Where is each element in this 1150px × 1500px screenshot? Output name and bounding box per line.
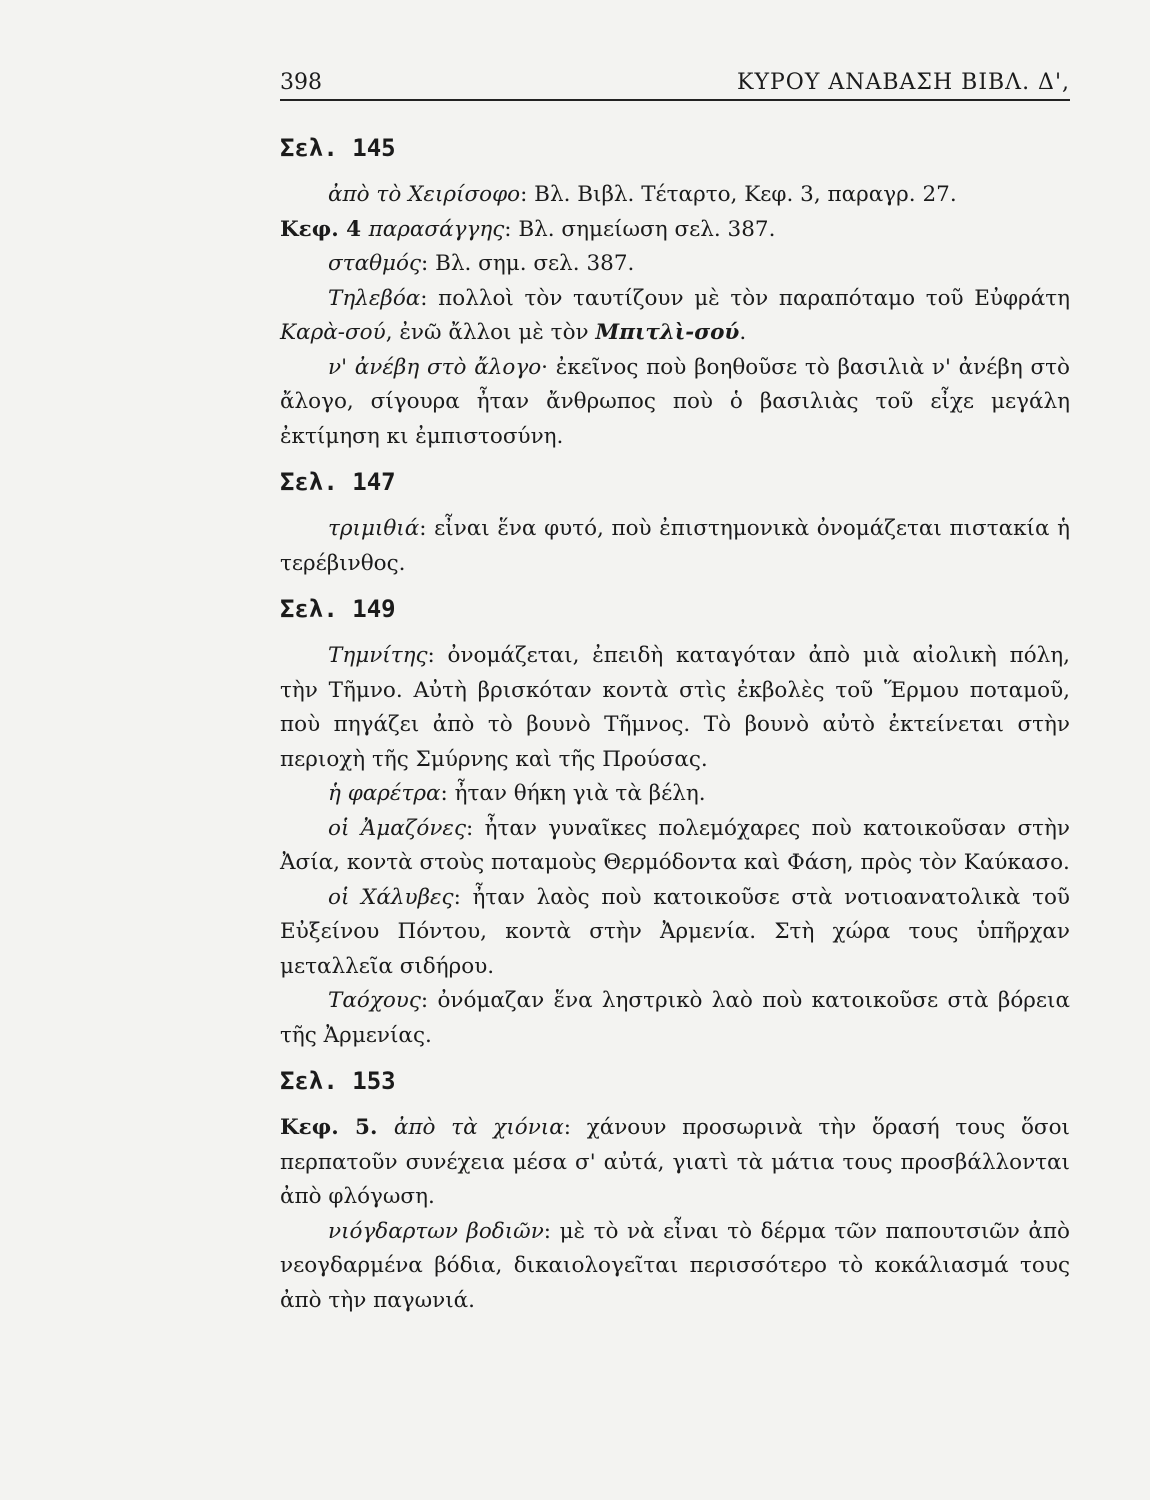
note-text: : χάνουν προσωρινὰ τὴν ὅρασή τους ὅσοι περπατοῦν συνέχεια μέσα σ' αὐτά, γιατὶ τὰ μάτια τους προσβάλλονται ἀπὸ φλόγωση.: [280, 1115, 1070, 1209]
place-name: Καρὰ-σού: [280, 320, 386, 345]
note-text: : ἦταν γυναῖκες πολεμόχαρες ποὺ κατοικοῦσαν στὴν Ἀσία, κοντὰ στοὺς ποταμοὺς Θερμόδοντα καὶ Φάση, πρὸς τὸν Καύκασο.: [280, 815, 1070, 875]
note-term: Τημνίτης: [328, 643, 428, 668]
note-term: ἀπὸ τὸ Χειρίσοφο: [328, 182, 521, 207]
note-text: : Βλ. Βιβλ. Τέταρτο, Κεφ. 3, παραγρ. 27.: [520, 182, 957, 207]
note-text: , ἐνῶ ἄλλοι μὲ τὸν: [385, 320, 596, 345]
note-text: : μὲ τὸ νὰ εἶναι τὸ δέρμα τῶν παπουτσιῶν ἀπὸ νεογδαρμένα βόδια, δικαιολογεῖται περισσότερο τὸ κοκάλιασμά τους ἀπὸ τὴν παγωνιά.: [280, 1218, 1070, 1313]
note-text: : ἦταν θήκη γιὰ τὰ βέλη.: [440, 781, 706, 806]
note-entry: [280, 512, 1070, 581]
note-entry: [280, 282, 1070, 351]
section-heading-147: Σελ. 147: [280, 468, 396, 496]
note-term: οἱ Ἀμαζόνες: [328, 815, 466, 841]
note-text: : ὀνομάζεται, ἐπειδὴ καταγόταν ἀπὸ μιὰ αἰολικὴ πόλη, τὴν Τῆμνο. Αὐτὴ βρισκόταν κοντὰ στὶς ἐκβολὲς τοῦ Ἕρμου ποταμοῦ, ποὺ πηγάζει ἀπὸ τὸ βουνὸ Τῆμνος. Τὸ βουνὸ αὐτὸ ἐκτείνεται στὴν περιοχὴ τῆς Σμύρνης καὶ τῆς Προύσας.: [280, 643, 1070, 772]
place-name: Μπιτλὶ-σού: [595, 320, 740, 345]
note-term: νιόγδαρτων βοδιῶν: [328, 1218, 544, 1244]
note-entry: [280, 777, 1070, 812]
note-entry: [280, 1111, 1070, 1215]
note-entry: [280, 639, 1070, 777]
note-text: : Βλ. σημ. σελ. 387.: [421, 251, 635, 276]
note-term: ν' ἀνέβη στὸ ἄλογο: [328, 354, 542, 380]
chapter-label: Κεφ. 5.: [280, 1115, 394, 1140]
note-term: παρασάγγης: [368, 216, 505, 242]
page-header: [280, 62, 1070, 102]
note-entry: [280, 351, 1070, 455]
section-heading-153: Σελ. 153: [280, 1067, 396, 1095]
notes-body: [280, 128, 1070, 1318]
header-rule: [280, 99, 1070, 101]
note-term: οἱ Χάλυβες: [328, 884, 454, 910]
note-text: · ἐκεῖνος ποὺ βοηθοῦσε τὸ βασιλιὰ ν' ἀνέβη στὸ ἄλογο, σίγουρα ἦταν ἄνθρωπος ποὺ ὁ βασιλιὰς τοῦ εἶχε μεγάλη ἐκτίμηση κι ἐμπιστοσύνη.: [280, 354, 1070, 449]
running-title: ΚΥΡΟΥ ΑΝΑΒΑΣΗ ΒΙΒΛ. Δ',: [737, 70, 1070, 95]
note-term: σταθμός: [328, 251, 421, 276]
section-heading-145: Σελ. 145: [280, 134, 396, 162]
note-text: : ὀνόμαζαν ἕνα ληστρικὸ λαὸ ποὺ κατοικοῦσε στὰ βόρεια τῆς Ἀρμενίας.: [280, 988, 1070, 1048]
note-text: : ἦταν λαὸς ποὺ κατοικοῦσε στὰ νοτιοανατολικὰ τοῦ Εὐξείνου Πόντου, κοντὰ στὴν Ἀρμενία. Στὴ χώρα τους ὑπῆρχαν μεταλλεῖα σιδήρου.: [280, 884, 1070, 979]
note-entry: [280, 213, 1070, 248]
note-entry: [280, 1215, 1070, 1319]
note-term: Ταόχους: [328, 988, 421, 1013]
note-text: : πολλοὶ τὸν ταυτίζουν μὲ τὸν παραπόταμο τοῦ Εὐφράτη: [420, 285, 1070, 311]
note-term: Τηλεβόα: [328, 285, 421, 311]
note-entry: [280, 247, 1070, 282]
chapter-label: Κεφ. 4: [280, 216, 369, 242]
note-term: ἡ φαρέτρα: [328, 781, 441, 806]
note-text: .: [739, 320, 747, 345]
note-entry: [280, 812, 1070, 881]
note-term: τριμιθιά: [328, 516, 420, 541]
note-entry: [280, 984, 1070, 1053]
section-heading-149: Σελ. 149: [280, 595, 396, 623]
note-entry: [280, 881, 1070, 985]
note-entry: [280, 178, 1070, 213]
note-term: ἀπὸ τὰ χιόνια: [393, 1115, 564, 1140]
page-number: 398: [280, 70, 322, 95]
note-text: : Βλ. σημείωση σελ. 387.: [504, 216, 776, 242]
note-text: : εἶναι ἕνα φυτό, ποὺ ἐπιστημονικὰ ὀνομάζεται πιστακία ἡ τερέβινθος.: [280, 516, 1070, 576]
